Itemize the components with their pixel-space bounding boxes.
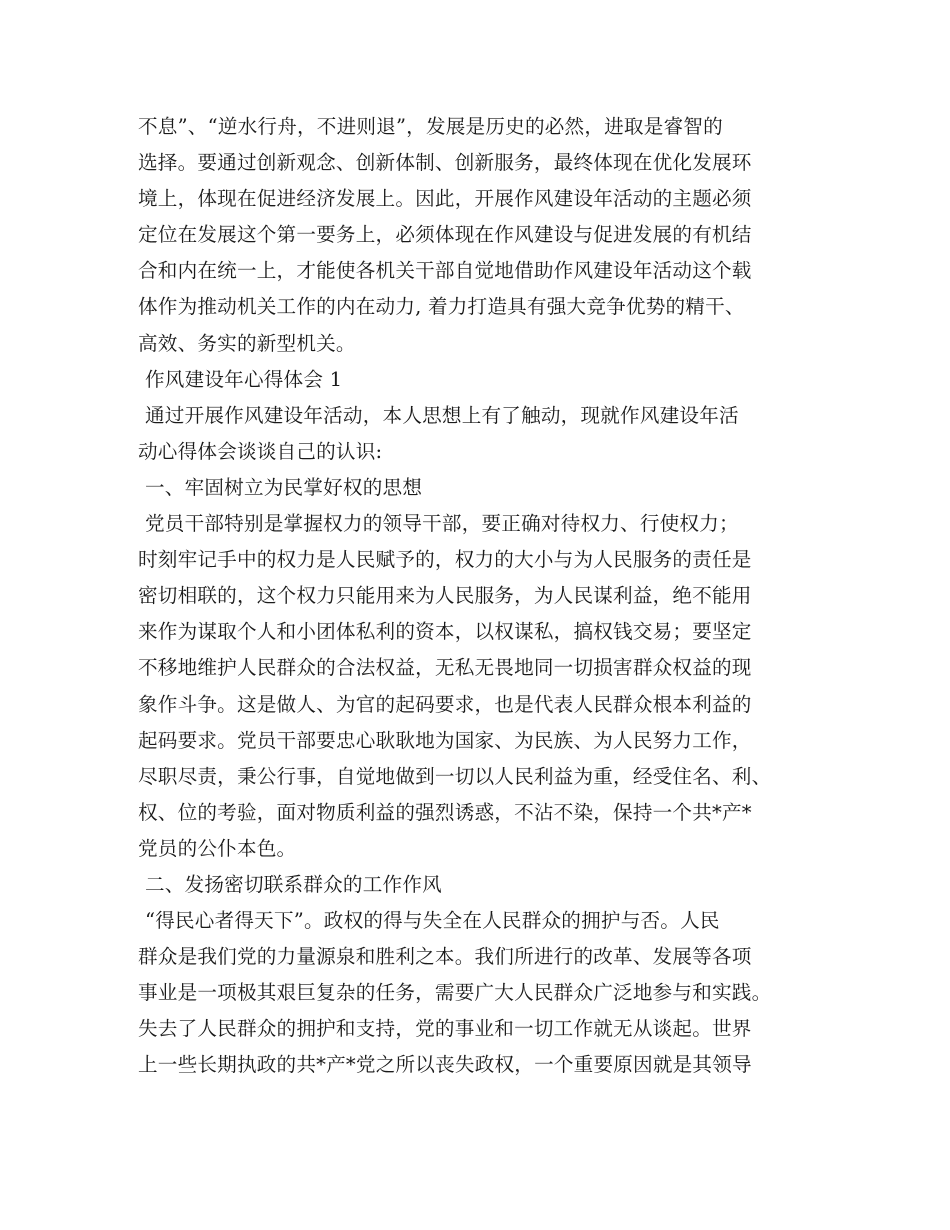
text-line: 象作斗争。这是做人、为官的起码要求，也是代表人民群众根本利益的 xyxy=(138,692,752,716)
text-line: 高效、务实的新型机关。 xyxy=(138,331,356,355)
text-line: 起码要求。党员干部要忠心耿耿地为国家、为民族、为人民努力工作， xyxy=(138,728,752,752)
document-body xyxy=(138,109,838,1084)
text-line: 定位在发展这个第一要务上，必须体现在作风建设与促进发展的有机结 xyxy=(138,223,752,247)
text-line: 选择。要通过创新观念、创新体制、创新服务，最终体现在优化发展环 xyxy=(138,151,752,175)
text-line: 合和内在统一上，才能使各机关干部自觉地借助作风建设年活动这个载 xyxy=(138,259,752,283)
text-line: 上一些长期执政的共*产*党之所以丧失政权，一个重要原因就是其领导 xyxy=(138,1053,752,1077)
text-line: 来作为谋取个人和小团体私利的资本，以权谋私，搞权钱交易；要坚定 xyxy=(138,620,752,644)
text-line: 事业是一项极其艰巨复杂的任务，需要广大人民群众广泛地参与和实践。 xyxy=(138,981,772,1005)
section-heading: 一、牢固树立为民掌好权的思想 xyxy=(145,475,423,499)
text-line: 通过开展作风建设年活动，本人思想上有了触动，现就作风建设年活 xyxy=(145,403,739,427)
text-line: 党员干部特别是掌握权力的领导干部，要正确对待权力、行使权力； xyxy=(145,512,739,536)
text-line: 密切相联的，这个权力只能用来为人民服务，为人民谋利益，绝不能用 xyxy=(138,584,752,608)
text-line: 体作为推动机关工作的内在动力, 着力打造具有强大竞争优势的精干、 xyxy=(138,295,745,319)
text-line: 权、位的考验，面对物质利益的强烈诱惑，不沾不染，保持一个共*产* xyxy=(138,800,752,824)
text-line: 时刻牢记手中的权力是人民赋予的，权力的大小与为人民服务的责任是 xyxy=(138,548,752,572)
text-line: 不移地维护人民群众的合法权益，无私无畏地同一切损害群众权益的现 xyxy=(138,656,752,680)
text-line: 群众是我们党的力量源泉和胜利之本。我们所进行的改革、发展等各项 xyxy=(138,945,752,969)
section-heading: 二、发扬密切联系群众的工作作风 xyxy=(145,872,442,896)
text-line: “得民心者得天下”。政权的得与失全在人民群众的拥护与否。人民 xyxy=(145,909,720,933)
text-line: 党员的公仆本色。 xyxy=(138,836,297,860)
section-title: 作风建设年心得体会 1 xyxy=(145,367,343,391)
text-line: 不息”、“逆水行舟，不进则退”，发展是历史的必然，进取是睿智的 xyxy=(138,115,723,138)
text-line: 尽职尽责，秉公行事，自觉地做到一切以人民利益为重，经受住名、利、 xyxy=(138,764,772,788)
text-line: 失去了人民群众的拥护和支持，党的事业和一切工作就无从谈起。世界 xyxy=(138,1017,752,1041)
text-line: 境上，体现在促进经济发展上。因此，开展作风建设年活动的主题必须 xyxy=(138,187,752,211)
text-line: 动心得体会谈谈自己的认识: xyxy=(138,439,383,463)
